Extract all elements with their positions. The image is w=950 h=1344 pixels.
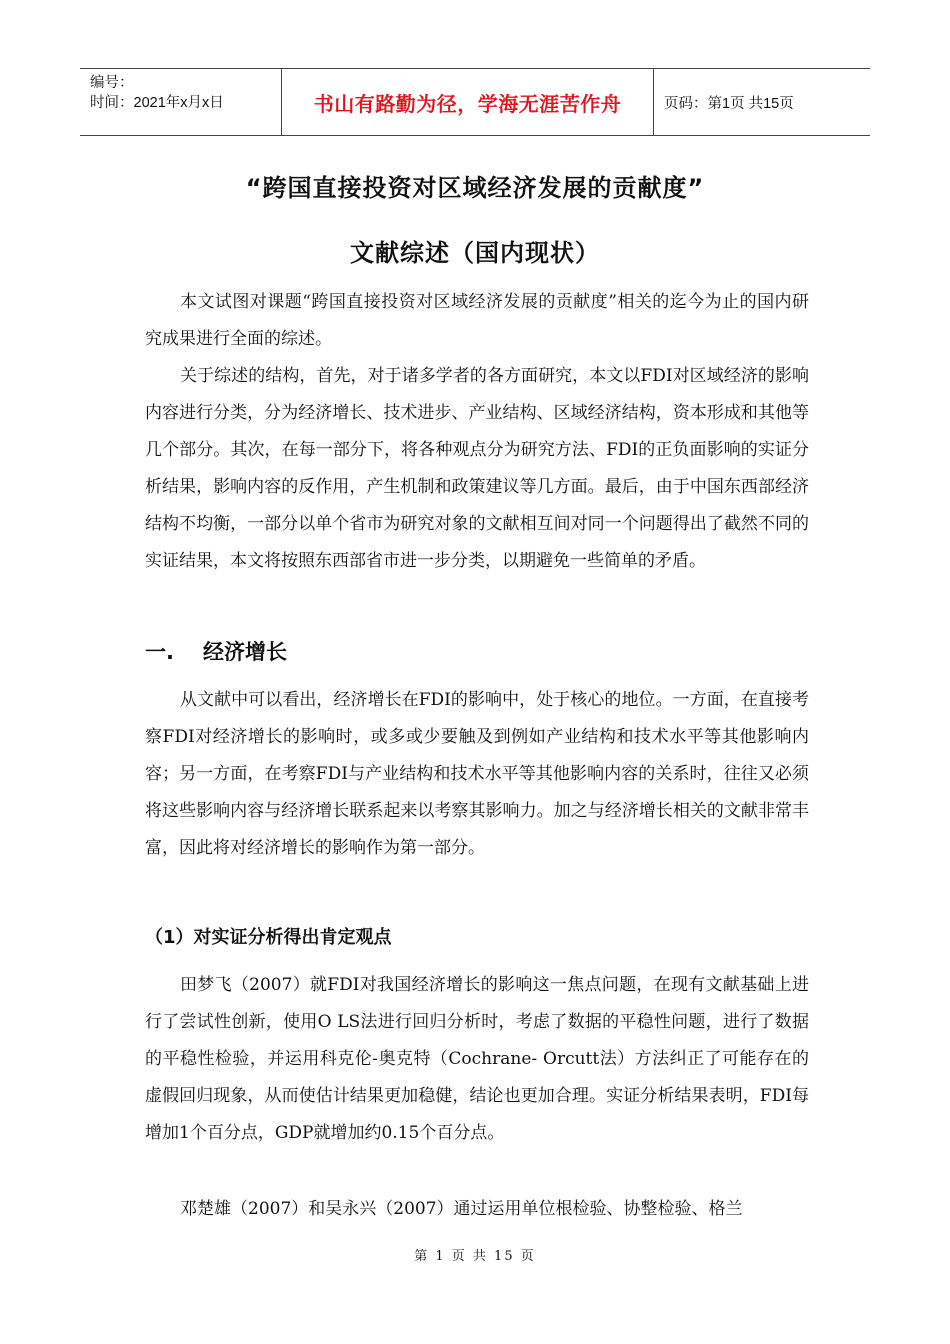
page-header bbox=[80, 68, 870, 136]
document-title-line1: “跨国直接投资对区域经济发展的贡献度” bbox=[245, 174, 705, 202]
subsection-paragraph-1: 田梦飞（2007）就FDI对我国经济增长的影响这一焦点问题，在现有文献基础上进行了尝试性创新，使用O LS法进行回归分析时，考虑了数据的平稳性问题，进行了数据的平稳性检验，并运用科克伦-奥克特（Cochrane- Orcutt法）方法纠正了可能存在的虚假回归现象，从而使估计结果更加稳健，结论也更加合理。实证分析结果表明，FDI每增加1个百分点，GDP就增加约0.15个百分点。 bbox=[145, 975, 809, 1143]
document-title-line2: 文献综述（国内现状） bbox=[350, 239, 600, 267]
header-number-label: 编号： bbox=[90, 75, 134, 91]
header-motto: 书山有路勤为径，学海无涯苦作舟 bbox=[282, 69, 654, 135]
subsection-heading: （1）对实证分析得出肯定观点 bbox=[145, 927, 392, 948]
section-paragraph: 从文献中可以看出，经济增长在FDI的影响中，处于核心的地位。一方面，在直接考察FDI对经济增长的影响时，或多或少要触及到例如产业结构和技术水平等其他影响内容；另一方面，在考察FDI与产业结构和技术水平等其他影响内容的关系时，往往又必须将这些影响内容与经济增长联系起来以考察其影响力。加之与经济增长相关的文献非常丰富，因此将对经济增长的影响作为第一部分。 bbox=[145, 690, 809, 858]
section-title: 经济增长 bbox=[203, 640, 287, 664]
subsection-paragraph-2: 邓楚雄（2007）和吴永兴（2007）通过运用单位根检验、协整检验、格兰 bbox=[180, 1199, 743, 1219]
section-heading bbox=[145, 636, 287, 666]
header-meta bbox=[80, 69, 282, 135]
header-date-label: 时间：2021年x月x日 bbox=[90, 95, 224, 111]
intro-paragraph-2: 关于综述的结构，首先，对于诸多学者的各方面研究，本文以FDI对区域经济的影响内容进行分类，分为经济增长、技术进步、产业结构、区域经济结构，资本形成和其他等几个部分。其次，在每一部分下，将各种观点分为研究方法、FDI的正负面影响的实证分析结果，影响内容的反作用，产生机制和政策建议等几方面。最后，由于中国东西部经济结构不均衡，一部分以单个省市为研究对象的文献相互间对同一个问题得出了截然不同的实证结果，本文将按照东西部省市进一步分类，以期避免一些简单的矛盾。 bbox=[145, 366, 809, 571]
section-number: 一. bbox=[145, 640, 174, 664]
intro-paragraph-1: 本文试图对课题“跨国直接投资对区域经济发展的贡献度”相关的迄今为止的国内研究成果进行全面的综述。 bbox=[145, 292, 809, 349]
header-page-info: 页码：第1页 共15页 bbox=[664, 95, 794, 112]
page-footer: 第 1 页 共 15 页 bbox=[414, 1249, 536, 1264]
